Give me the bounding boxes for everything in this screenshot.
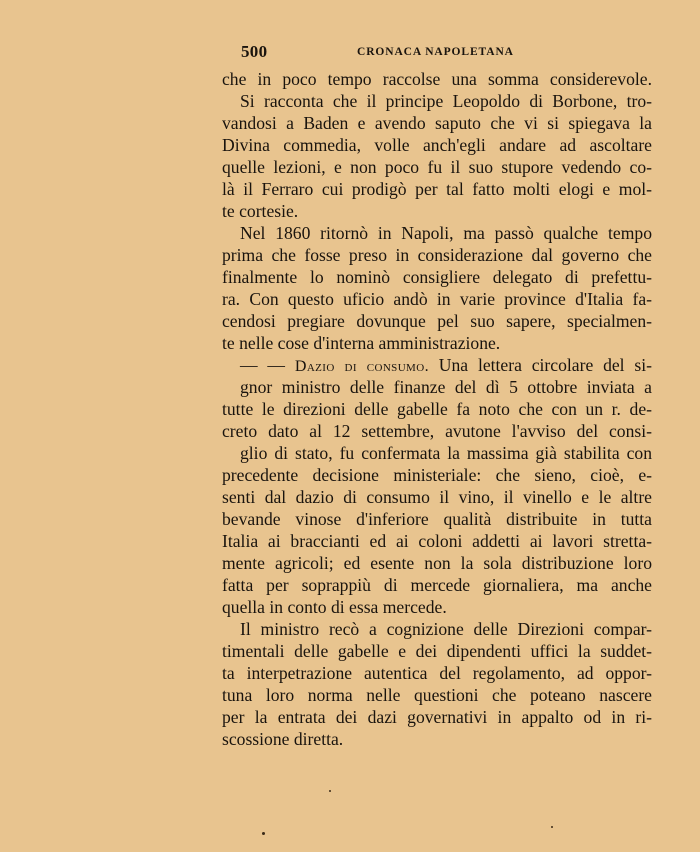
text-line: glio di stato, fu confermata la massima già stabilita con	[240, 443, 652, 463]
page-number: 500	[241, 42, 268, 61]
body-text	[222, 68, 652, 750]
text-line: senti dal dazio di consumo il vino, il vinello e le altre	[222, 487, 652, 507]
text-line: ra. Con questo uficio andò in varie province d'Italia fa-	[222, 289, 652, 309]
text-line: vandosi a Baden e avendo saputo che vi si spiegava la	[222, 113, 652, 133]
text-line: tutte le direzioni delle gabelle fa noto che con un r. de-	[222, 399, 652, 419]
text-line: creto dato al 12 settembre, avutone l'avviso del consi-	[222, 421, 652, 441]
text-line: Nel 1860 ritornò in Napoli, ma passò qualche tempo	[240, 223, 652, 243]
paper-speck	[329, 790, 331, 792]
text-line: te cortesie.	[222, 201, 299, 221]
text-line: bevande vinose d'inferiore qualità distribuite in tutta	[222, 509, 652, 529]
text-line: là il Ferraro cui prodigò per tal fatto molti elogi e mol-	[222, 179, 652, 199]
paper-speck	[551, 826, 553, 828]
text-line: ta interpetrazione autentica del regolamento, ad oppor-	[222, 663, 652, 683]
running-title: CRONACA NAPOLETANA	[357, 46, 514, 58]
text-line: gnor ministro delle finanze del dì 5 ottobre inviata a	[240, 377, 652, 397]
paper-speck	[262, 832, 265, 835]
text-line: timentali delle gabelle e dei dipendenti uffici la suddet-	[222, 641, 652, 661]
text-line: Il ministro recò a cognizione delle Direzioni compar-	[240, 619, 652, 639]
text-line	[222, 354, 652, 376]
text-line: tuna loro norma nelle questioni che poteano nascere	[222, 685, 652, 705]
text-line: finalmente lo nominò consigliere delegato di prefettu-	[222, 267, 652, 287]
text-line: scossione diretta.	[222, 729, 344, 749]
section-dash: — —	[240, 355, 295, 375]
text-line: fatta per soprappiù di mercede giornaliera, ma anche	[222, 575, 652, 595]
text-line: prima che fosse preso in considerazione dal governo che	[222, 245, 652, 265]
text-line: Divina commedia, volle anch'egli andare ad ascoltare	[222, 135, 652, 155]
text-line: che in poco tempo raccolse una somma considerevole.	[222, 69, 652, 89]
text-line: quella in conto di essa mercede.	[222, 597, 447, 617]
text-line: per la entrata dei dazi governativi in appalto od in ri-	[222, 707, 652, 727]
text-line: te nelle cose d'interna amministrazione.	[222, 333, 501, 353]
section-heading: Dazio di consumo.	[294, 358, 429, 375]
text-line: cendosi pregiare dovunque pel suo sapere, specialmen-	[222, 311, 652, 331]
text-line: mente agricoli; ed esente non la sola distribuzione loro	[222, 553, 652, 573]
text-line: quelle lezioni, e non poco fu il suo stupore vedendo co-	[222, 157, 652, 177]
text-line: Si racconta che il principe Leopoldo di Borbone, tro-	[240, 91, 652, 111]
text-line: precedente decisione ministeriale: che sieno, cioè, e-	[222, 465, 652, 485]
text-line: Italia ai braccianti ed ai coloni addetti ai lavori stretta-	[222, 531, 652, 551]
section-text: Una lettera circolare del si-	[428, 355, 652, 375]
